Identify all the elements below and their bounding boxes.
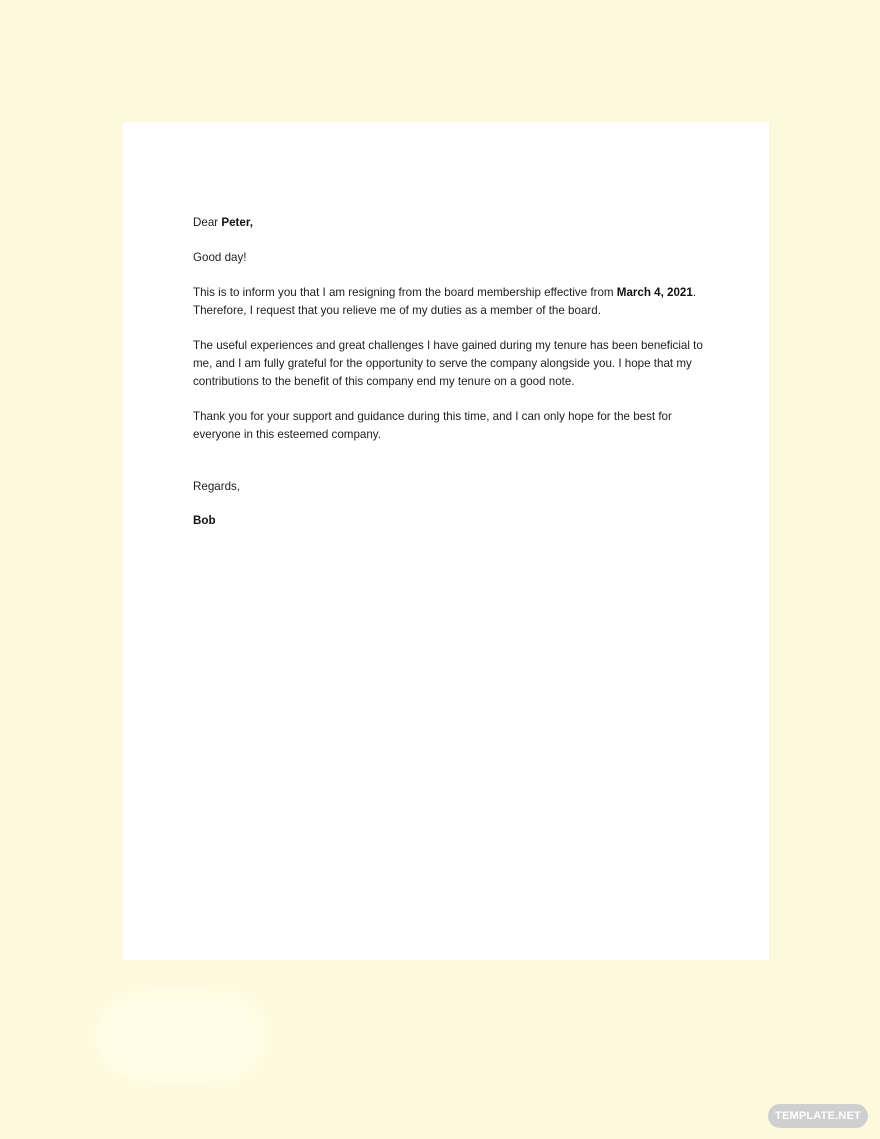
letter-page xyxy=(122,122,769,960)
signature-name: Bob xyxy=(193,514,216,527)
paragraph-resignation xyxy=(193,284,703,320)
letter-body xyxy=(193,214,703,547)
salutation xyxy=(193,214,703,232)
greeting: Good day! xyxy=(193,251,247,264)
effective-date: March 4, 2021 xyxy=(616,286,693,299)
paragraph-resignation-text-end: . Therefore, I request that you relieve me of my duties as a member of the board. xyxy=(193,286,697,317)
closing: Regards, xyxy=(193,480,241,493)
paragraph-gratitude: The useful experiences and great challenges I have gained during my tenure has been beneficial to me, and I am fully grateful for the opportunity to serve the company alongside you. I hope that my contributions to the benefit of this company end my tenure on a good note. xyxy=(193,339,703,388)
paragraph-thanks: Thank you for your support and guidance during this time, and I can only hope for the best for everyone in this esteemed company. xyxy=(193,410,672,441)
paragraph-resignation-text: This is to inform you that I am resigning from the board membership effective from xyxy=(193,286,617,299)
salutation-prefix: Dear xyxy=(193,216,222,229)
decorative-blob xyxy=(96,990,266,1082)
salutation-name: Peter, xyxy=(221,216,253,229)
signature xyxy=(193,512,703,530)
watermark-badge: TEMPLATE.NET xyxy=(768,1104,868,1128)
